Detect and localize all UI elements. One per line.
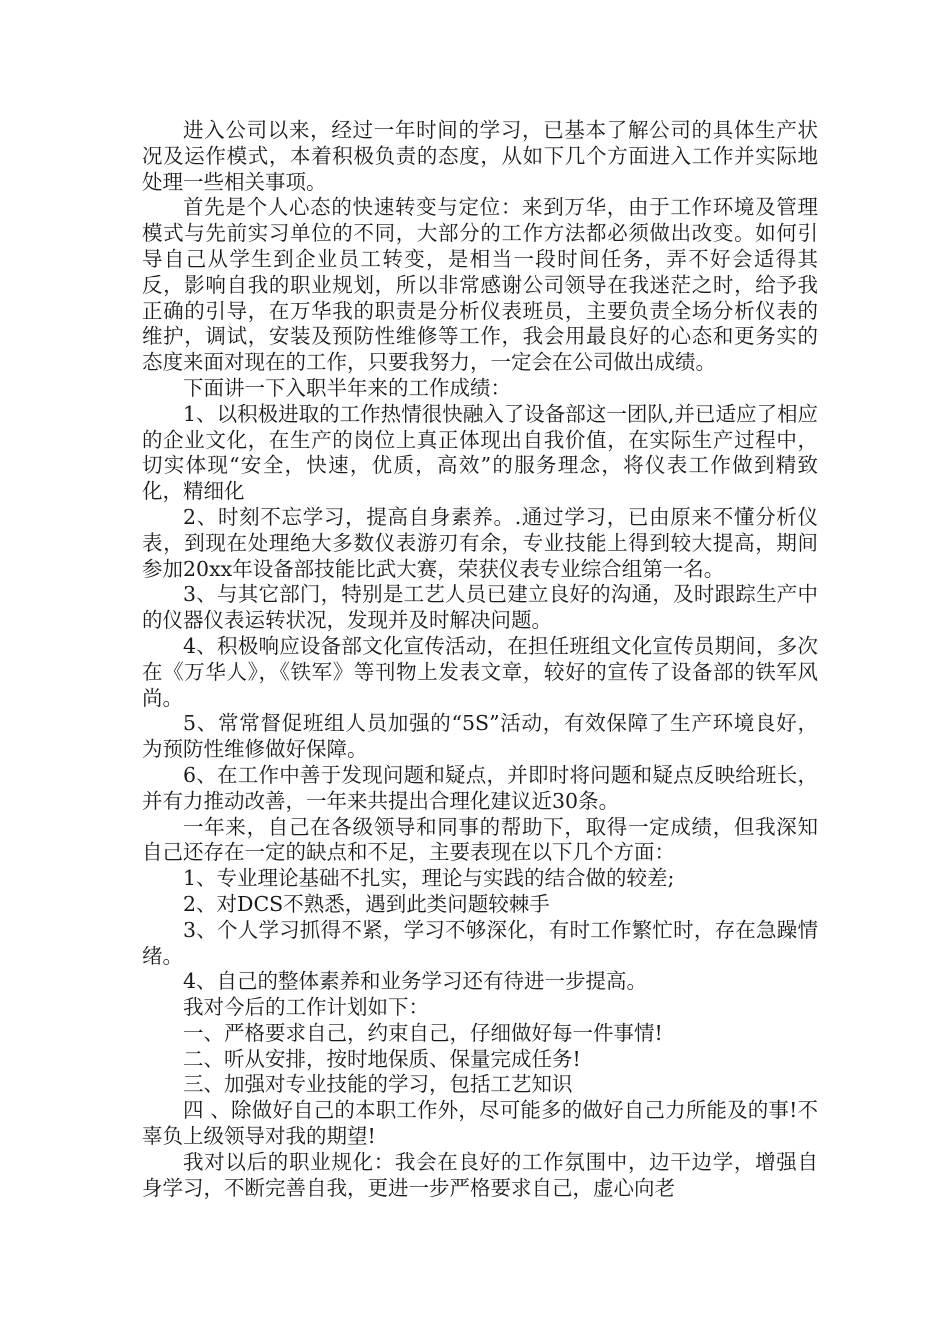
paragraph-shortcomings-intro: 一年来，自己在各级领导和同事的帮助下，取得一定成绩，但我深知自己还存在一定的缺点和不足，主要表现在以下几个方面： [142, 814, 818, 865]
paragraph-achievement-5: 5、常常督促班组人员加强的“5S”活动，有效保障了生产环境良好，为预防性维修做好保障。 [142, 711, 818, 762]
paragraph-shortcoming-3: 3、个人学习抓得不紧，学习不够深化，有时工作繁忙时，存在急躁情绪。 [142, 917, 818, 968]
paragraph-shortcoming-4: 4、自己的整体素养和业务学习还有待进一步提高。 [183, 969, 648, 994]
paragraph-intro: 进入公司以来，经过一年时间的学习，已基本了解公司的具体生产状况及运作模式，本着积极负责的态度，从如下几个方面进入工作并实际地处理一些相关事项。 [142, 118, 818, 194]
paragraph-mindset: 首先是个人心态的快速转变与定位：来到万华，由于工作环境及管理模式与先前实习单位的不同，大部分的工作方法都必须做出改变。如何引导自己从学生到企业员工转变，是相当一段时间任务，弄不好会适得其反，影响自我的职业规划，所以非常感谢公司领导在我迷茫之时，给予我正确的引导，在万华我的职责是分析仪表班员，主要负责全场分析仪表的维护，调试，安装及预防性维修等工作，我会用最良好的心态和更务实的态度来面对现在的工作，只要我努力，一定会在公司做出成绩。 [142, 195, 818, 375]
paragraph-plan-4: 四 、除做好自己的本职工作外，尽可能多的做好自己力所能及的事!不辜负上级领导对我的期望! [142, 1098, 818, 1149]
paragraph-shortcoming-1: 1、专业理论基础不扎实，理论与实践的结合做的较差; [183, 866, 675, 891]
document-body [142, 118, 818, 1201]
paragraph-achievement-1: 1、以积极进取的工作热情很快融入了设备部这一团队,并已适应了相应的企业文化，在生产的岗位上真正体现出自我价值，在实际生产过程中，切实体现“安全，快速，优质，高效”的服务理念，将仪表工作做到精致化，精细化 [142, 401, 818, 504]
paragraph-achievement-4: 4、积极响应设备部文化宣传活动，在担任班组文化宣传员期间，多次在《万华人》，《铁军》等刊物上发表文章，较好的宣传了设备部的铁军风尚。 [142, 633, 818, 710]
paragraph-achievement-3: 3、与其它部门，特别是工艺人员已建立良好的沟通，及时跟踪生产中的仪器仪表运转状况，发现并及时解决问题。 [142, 582, 818, 633]
paragraph-plan-2: 二、听从安排，按时地保质、保量完成任务! [183, 1046, 581, 1071]
paragraph-plan-heading: 我对今后的工作计划如下： [183, 995, 429, 1020]
paragraph-achievement-6: 6、在工作中善于发现问题和疑点，并即时将问题和疑点反映给班长，并有力推动改善，一年来共提出合理化建议近30条。 [142, 762, 818, 813]
paragraph-career-plan: 我对以后的职业规化：我会在良好的工作氛围中，边干边学，增强自身学习，不断完善自我，更进一步严格要求自己，虚心向老 [142, 1149, 818, 1200]
paragraph-plan-1: 一、严格要求自己，约束自己，仔细做好每一件事情! [183, 1020, 663, 1045]
paragraph-achievements-heading: 下面讲一下入职半年来的工作成绩： [183, 375, 511, 400]
paragraph-achievement-2: 2、时刻不忘学习，提高自身素养。.通过学习，已由原来不懂分析仪表，到现在处理绝大多数仪表游刃有余，专业技能上得到较大提高，期间参加20xx年设备部技能比武大赛，荣获仪表专业综合组第一名。 [142, 504, 818, 581]
paragraph-shortcoming-2: 2、对DCS不熟悉，遇到此类问题较棘手 [183, 891, 550, 916]
paragraph-plan-3: 三、加强对专业技能的学习，包括工艺知识 [183, 1072, 573, 1097]
